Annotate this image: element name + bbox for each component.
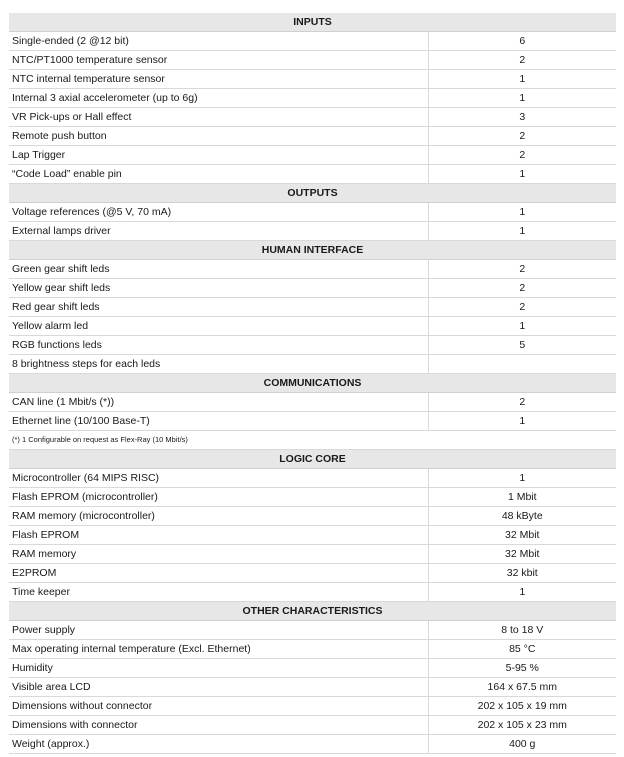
spec-row — [9, 336, 616, 355]
spec-value: 2 — [428, 279, 616, 298]
spec-value: 202 x 105 x 23 mm — [428, 716, 616, 735]
spec-value: 8 to 18 V — [428, 621, 616, 640]
spec-label: Yellow gear shift leds — [9, 279, 428, 298]
spec-row — [9, 146, 616, 165]
spec-row — [9, 203, 616, 222]
spec-value: 1 — [428, 412, 616, 431]
spec-row — [9, 488, 616, 507]
spec-label: VR Pick-ups or Hall effect — [9, 108, 428, 127]
spec-row — [9, 621, 616, 640]
spec-row — [9, 355, 616, 374]
spec-label: Dimensions without connector — [9, 697, 428, 716]
spec-value: 32 Mbit — [428, 545, 616, 564]
spec-label: NTC internal temperature sensor — [9, 70, 428, 89]
footnote: (*) 1 Configurable on request as Flex-Ray (10 Mbit/s) — [9, 431, 616, 450]
spec-row — [9, 317, 616, 336]
spec-label: Weight (approx.) — [9, 735, 428, 754]
spec-value: 2 — [428, 260, 616, 279]
section-title: OTHER CHARACTERISTICS — [9, 602, 616, 621]
spec-value: 2 — [428, 146, 616, 165]
spec-row — [9, 32, 616, 51]
spec-label: NTC/PT1000 temperature sensor — [9, 51, 428, 70]
spec-label: Power supply — [9, 621, 428, 640]
spec-table-body — [9, 13, 616, 754]
spec-value: 3 — [428, 108, 616, 127]
spec-value: 6 — [428, 32, 616, 51]
section-header-human-interface — [9, 241, 616, 260]
spec-label: Dimensions with connector — [9, 716, 428, 735]
spec-row — [9, 298, 616, 317]
spec-value: 1 — [428, 89, 616, 108]
spec-row — [9, 697, 616, 716]
spec-value: 5 — [428, 336, 616, 355]
spec-label: E2PROM — [9, 564, 428, 583]
spec-label: Green gear shift leds — [9, 260, 428, 279]
spec-row — [9, 279, 616, 298]
spec-label: Single-ended (2 @12 bit) — [9, 32, 428, 51]
spec-label: Voltage references (@5 V, 70 mA) — [9, 203, 428, 222]
spec-value: 48 kByte — [428, 507, 616, 526]
spec-row — [9, 583, 616, 602]
spec-row — [9, 678, 616, 697]
spec-row — [9, 659, 616, 678]
spec-label: Yellow alarm led — [9, 317, 428, 336]
spec-row — [9, 412, 616, 431]
spec-label: Max operating internal temperature (Excl. Ethernet) — [9, 640, 428, 659]
spec-row — [9, 51, 616, 70]
spec-value: 400 g — [428, 735, 616, 754]
spec-row — [9, 108, 616, 127]
spec-label: RAM memory (microcontroller) — [9, 507, 428, 526]
spec-label: Ethernet line (10/100 Base-T) — [9, 412, 428, 431]
section-title: INPUTS — [9, 13, 616, 32]
spec-label: RAM memory — [9, 545, 428, 564]
spec-value: 2 — [428, 127, 616, 146]
spec-table — [9, 13, 616, 754]
spec-label: CAN line (1 Mbit/s (*)) — [9, 393, 428, 412]
spec-value: 32 kbit — [428, 564, 616, 583]
section-header-other-characteristics — [9, 602, 616, 621]
spec-label: RGB functions leds — [9, 336, 428, 355]
spec-label: Lap Trigger — [9, 146, 428, 165]
spec-value: 1 — [428, 165, 616, 184]
spec-row — [9, 70, 616, 89]
spec-label: Microcontroller (64 MIPS RISC) — [9, 469, 428, 488]
spec-value: 32 Mbit — [428, 526, 616, 545]
section-title: OUTPUTS — [9, 184, 616, 203]
section-header-communications — [9, 374, 616, 393]
spec-value: 1 — [428, 70, 616, 89]
spec-value: 5-95 % — [428, 659, 616, 678]
spec-value: 85 °C — [428, 640, 616, 659]
spec-row — [9, 260, 616, 279]
spec-value: 1 — [428, 583, 616, 602]
section-title: HUMAN INTERFACE — [9, 241, 616, 260]
spec-label: Red gear shift leds — [9, 298, 428, 317]
section-header-outputs — [9, 184, 616, 203]
spec-label: Visible area LCD — [9, 678, 428, 697]
spec-value — [428, 355, 616, 374]
spec-row — [9, 564, 616, 583]
spec-row — [9, 735, 616, 754]
spec-label: Flash EPROM (microcontroller) — [9, 488, 428, 507]
spec-row — [9, 127, 616, 146]
spec-label: Remote push button — [9, 127, 428, 146]
spec-value: 164 x 67.5 mm — [428, 678, 616, 697]
spec-value: 2 — [428, 51, 616, 70]
spec-label: 8 brightness steps for each leds — [9, 355, 428, 374]
spec-label: Internal 3 axial accelerometer (up to 6g) — [9, 89, 428, 108]
spec-value: 1 Mbit — [428, 488, 616, 507]
section-header-logic-core — [9, 450, 616, 469]
spec-value: 2 — [428, 298, 616, 317]
spec-row — [9, 222, 616, 241]
spec-row — [9, 507, 616, 526]
spec-value: 202 x 105 x 19 mm — [428, 697, 616, 716]
footnote-row — [9, 431, 616, 450]
spec-row — [9, 545, 616, 564]
spec-value: 1 — [428, 222, 616, 241]
spec-value: 2 — [428, 393, 616, 412]
spec-label: “Code Load” enable pin — [9, 165, 428, 184]
spec-value: 1 — [428, 203, 616, 222]
spec-row — [9, 393, 616, 412]
spec-row — [9, 640, 616, 659]
spec-row — [9, 89, 616, 108]
section-title: LOGIC CORE — [9, 450, 616, 469]
spec-label: Flash EPROM — [9, 526, 428, 545]
spec-label: Time keeper — [9, 583, 428, 602]
spec-label: Humidity — [9, 659, 428, 678]
spec-row — [9, 165, 616, 184]
spec-value: 1 — [428, 317, 616, 336]
spec-row — [9, 526, 616, 545]
section-title: COMMUNICATIONS — [9, 374, 616, 393]
spec-label: External lamps driver — [9, 222, 428, 241]
spec-row — [9, 469, 616, 488]
section-header-inputs — [9, 13, 616, 32]
spec-value: 1 — [428, 469, 616, 488]
spec-row — [9, 716, 616, 735]
